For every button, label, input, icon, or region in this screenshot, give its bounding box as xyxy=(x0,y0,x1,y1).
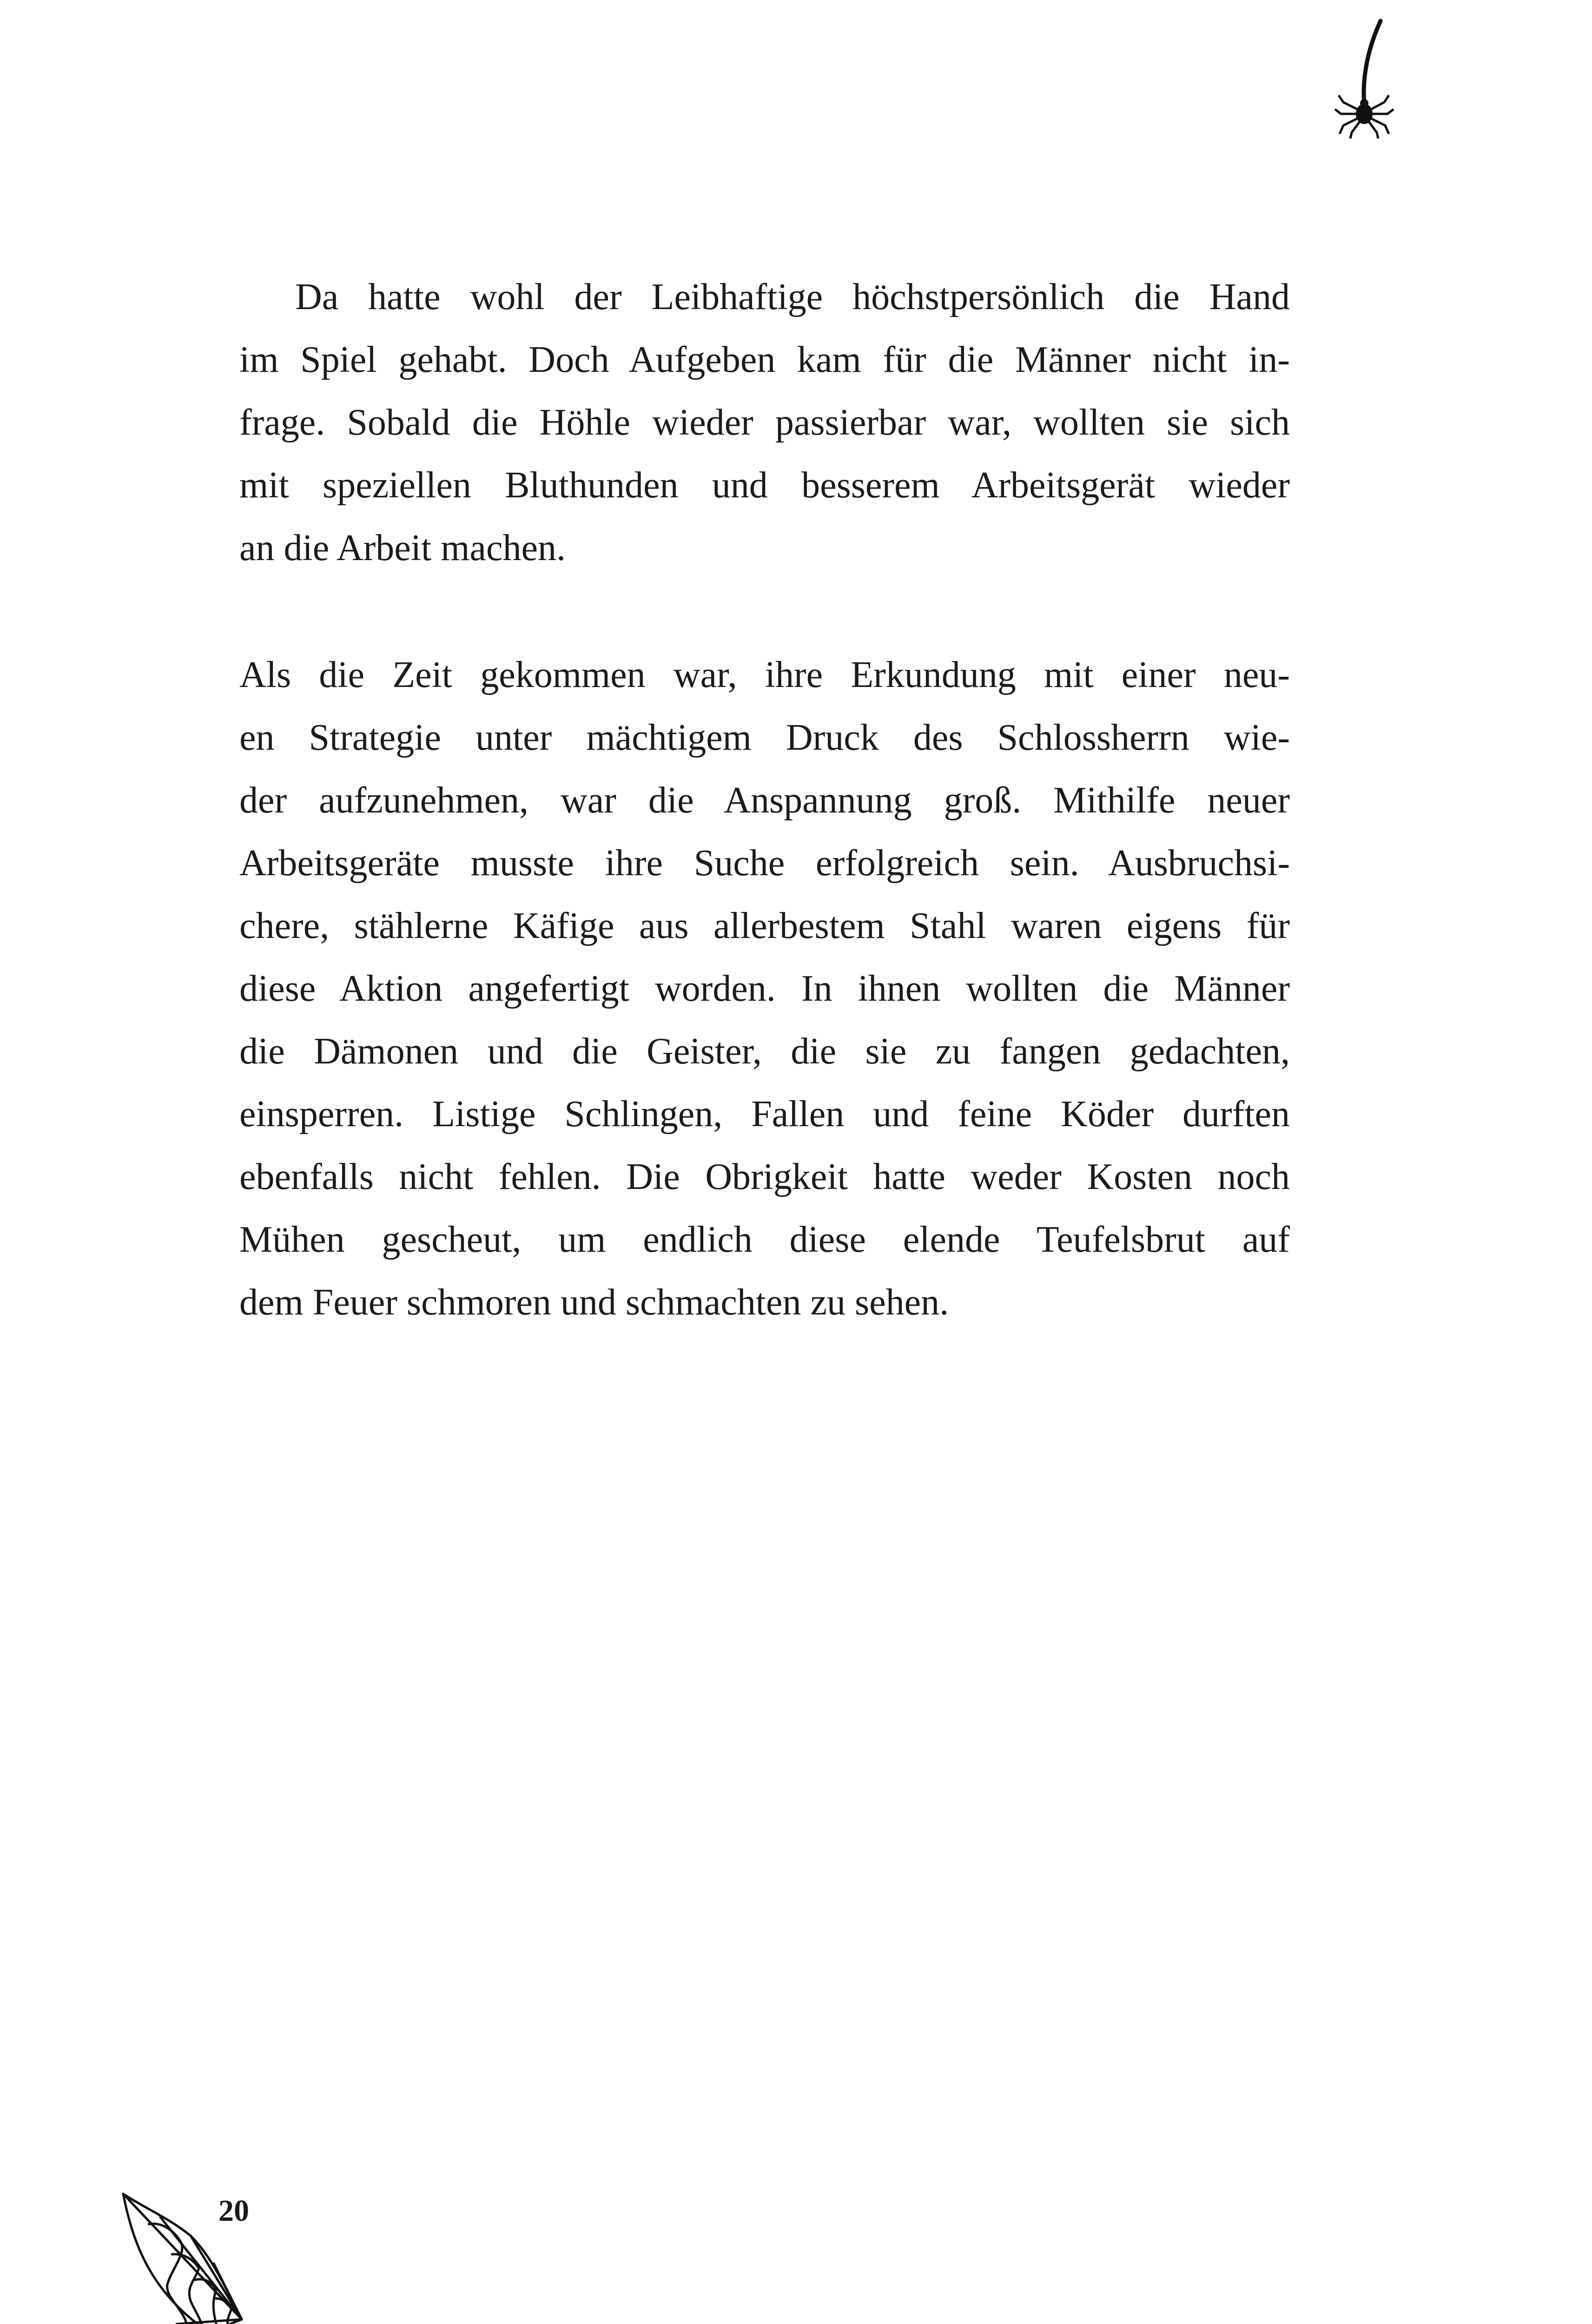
text-line: im Spiel gehabt. Doch Aufgeben kam für die Männer nicht in- xyxy=(239,339,1290,380)
text-line: Arbeitsgeräte musste ihre Suche erfolgreich sein. Ausbruchsi- xyxy=(239,843,1290,884)
text-line: Da hatte wohl der Leibhaftige höchstpersönlich die Hand xyxy=(295,277,1290,317)
text-line: frage. Sobald die Höhle wieder passierbar war, wollten sie sich xyxy=(239,402,1290,443)
text-line: einsperren. Listige Schlingen, Fallen und feine Köder durften xyxy=(239,1094,1290,1135)
text-line: chere, stählerne Käfige aus allerbestem Stahl waren eigens für xyxy=(239,905,1290,946)
text-line: Als die Zeit gekommen war, ihre Erkundung mit einer neu- xyxy=(239,654,1290,695)
text-line: Mühen gescheut, um endlich diese elende Teufelsbrut auf xyxy=(239,1219,1290,1260)
text-line: die Dämonen und die Geister, die sie zu fangen gedachten, xyxy=(239,1031,1290,1072)
paragraph-1 xyxy=(239,266,1290,580)
text-line: mit speziellen Bluthunden und besserem Arbeitsgerät wieder xyxy=(239,465,1290,506)
text-line: dem Feuer schmoren und schmachten zu sehen. xyxy=(239,1282,949,1323)
text-line: en Strategie unter mächtigem Druck des Schlossherrn wie- xyxy=(239,717,1290,758)
text-line: ebenfalls nicht fehlen. Die Obrigkeit hatte weder Kosten noch xyxy=(239,1156,1290,1197)
text-line: an die Arbeit machen. xyxy=(239,528,566,568)
hanging-spider-icon xyxy=(1325,19,1399,139)
text-line: diese Aktion angefertigt worden. In ihnen wollten die Männer xyxy=(239,968,1290,1009)
paragraph-2 xyxy=(239,644,1290,1334)
page-number: 20 xyxy=(218,2194,249,2228)
text-line: der aufzunehmen, war die Anspannung groß. Mithilfe neuer xyxy=(239,780,1290,821)
